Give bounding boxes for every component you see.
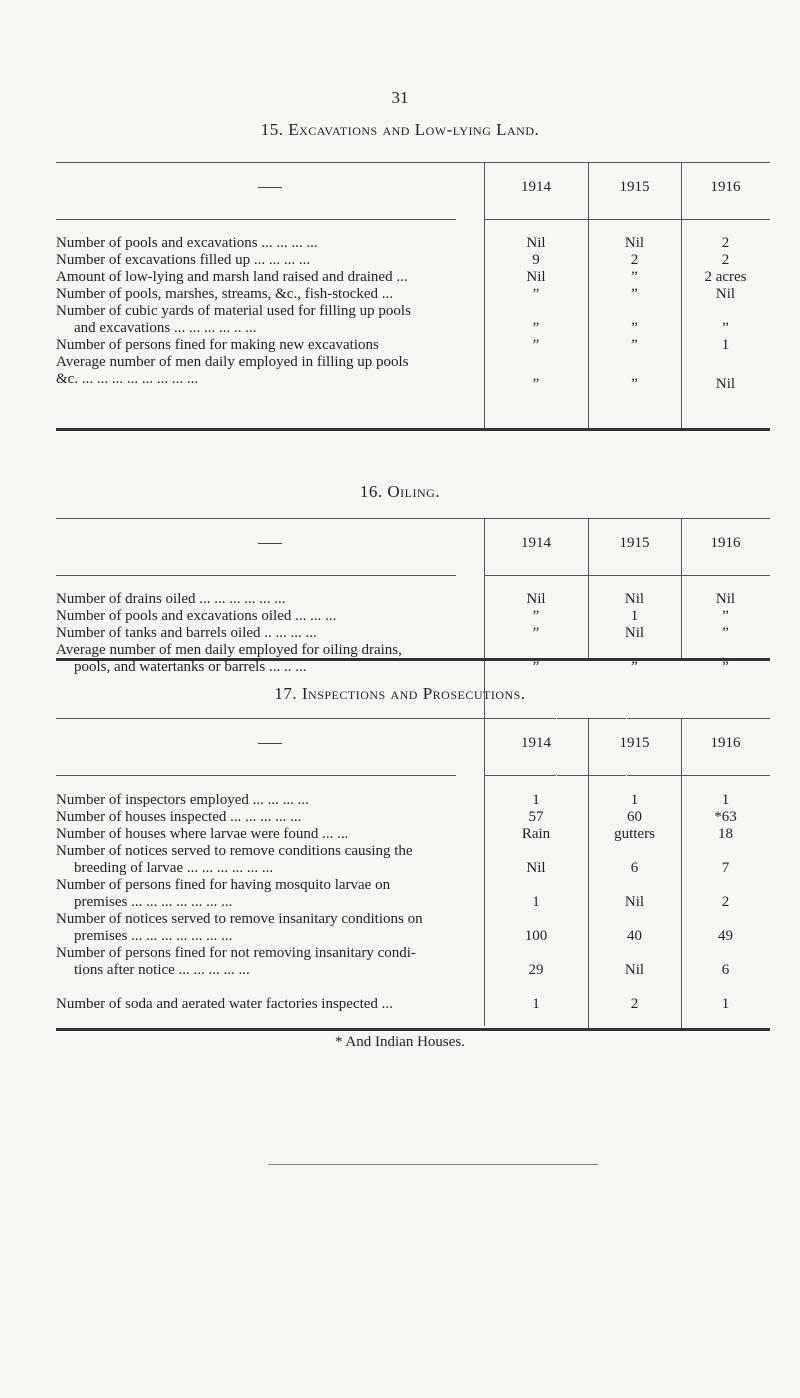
cell-1916: 2 acres [704,269,747,285]
cell-1915: ” [631,376,638,392]
row-label-continued: and excavations ... ... ... ... .. ... [74,320,257,336]
row-label: Number of drains oiled ... ... ... ... ... ... [56,591,286,607]
cell-1914: ” [532,320,540,336]
header-year: 1914 [521,535,551,551]
cell-1916: ” [722,608,729,624]
cell-1916: 7 [721,860,730,876]
row-label: Number of persons fined for making new excavations [56,337,379,353]
table-excavations [56,162,770,430]
header-year: 1915 [619,535,650,551]
row-label: Number of persons fined for not removing insanitary condi- [56,945,416,961]
cell-1915: ” [631,659,638,675]
cell-1915: gutters [614,826,655,842]
cell-1915: ” [631,269,638,285]
cell-1915: 1 [630,792,639,808]
cell-1915: ” [631,286,638,302]
table-bottom-rule [56,1028,770,1031]
header-rule [56,219,456,220]
cell-1915: Nil [624,235,645,251]
row-label: Number of soda and aerated water factories inspected ... [56,996,393,1012]
cell-1914: Nil [526,591,546,607]
row-label-continued: premises ... ... ... ... ... ... ... [74,894,233,910]
table-top-rule [56,162,770,163]
cell-1914: 29 [528,962,544,978]
cell-1914: ” [532,337,540,353]
cell-1914: 100 [524,928,548,944]
cell-1915: 2 [630,996,639,1012]
row-label: Number of notices served to remove insanitary conditions on [56,911,423,927]
header-year: 1916 [710,179,741,195]
row-label: Number of pools and excavations oiled ... ... ... [56,608,337,624]
cell-1915: 60 [627,809,642,825]
footnote: * And Indian Houses. [335,1034,465,1050]
cell-1915: 40 [627,928,642,944]
row-label-continued: breeding of larvae ... ... ... ... ... ... [74,860,274,876]
row-label: Number of persons fined for having mosquito larvae on [56,877,391,893]
cell-1916: *63 [714,809,737,825]
cell-1916: 1 [721,792,730,808]
decorative-rule [268,1164,598,1165]
row-label: Average number of men daily employed in filling up pools [56,354,409,370]
cell-1916: 1 [721,996,730,1012]
cell-1914: ” [532,608,540,624]
cell-1916: ” [722,625,729,641]
section-title-inspections: 17. Inspections and Prosecutions. [274,684,526,703]
header-year: 1915 [619,735,650,751]
cell-1914: ” [532,376,540,392]
table-bottom-rule [56,428,770,431]
header-year: 1915 [619,179,650,195]
cell-1914: ” [532,625,540,641]
cell-1915: Nil [624,625,645,641]
header-year: 1916 [710,735,741,751]
section-title-oiling: 16. Oiling. [359,482,441,501]
cell-1916: 18 [718,826,733,842]
cell-1916: Nil [715,591,736,607]
header-year: 1916 [710,535,741,551]
cell-1914: 1 [532,996,540,1012]
cell-1916: 1 [721,337,730,353]
row-label: Average number of men daily employed for oiling drains, [56,642,402,658]
cell-1915: ” [631,320,638,336]
cell-1915: ” [631,337,638,353]
cell-1914: Nil [526,269,546,285]
cell-1916: ” [722,659,729,675]
cell-1915: Nil [624,894,645,910]
cell-1915: 2 [630,252,639,268]
header-rule [484,219,770,220]
cell-1914: Rain [521,826,551,842]
row-label: Number of houses inspected ... ... ... ... ... [56,809,302,825]
row-label-continued: tions after notice ... ... ... ... ... [74,962,250,978]
row-label: Number of cubic yards of material used for filling up pools [56,303,411,319]
row-label: Number of pools, marshes, streams, &c., fish-stocked ... [56,286,394,302]
row-label: Number of tanks and barrels oiled .. ... ... ... [56,625,317,641]
cell-1916: ” [722,320,729,336]
row-label: Number of houses where larvae were found ... ... [56,826,349,842]
cell-1914: 57 [528,809,544,825]
cell-1914: ” [532,659,540,675]
cell-1914: Nil [526,860,546,876]
row-label: Number of notices served to remove conditions causing the [56,843,413,859]
row-label: Number of excavations filled up ... ... ... ... [56,252,311,268]
row-label-continued: pools, and watertanks or barrels ... .. ... [74,659,307,675]
page-number: 31 [391,88,409,107]
cell-1915: 1 [630,608,639,624]
row-label: Number of inspectors employed ... ... ... ... [56,792,309,808]
header-dash [56,179,484,196]
cell-1914: 1 [532,894,540,910]
cell-1915: Nil [624,962,645,978]
cell-1915: Nil [624,591,645,607]
cell-1916: Nil [715,286,736,302]
row-label: Number of pools and excavations ... ... ... ... [56,235,318,251]
header-year: 1914 [521,735,551,751]
row-label-continued: &c. ... ... ... ... ... ... ... ... [56,371,199,387]
table-bottom-rule [56,658,770,661]
cell-1915: 6 [630,860,639,876]
cell-1916: 2 [721,894,730,910]
header-year: 1914 [521,179,551,195]
section-title-excavations: 15. Excavations and Low-lying Land. [260,120,540,139]
row-label: Amount of low-lying and marsh land raised and drained ... [56,269,408,285]
cell-1916: 6 [721,962,730,978]
cell-1916: 2 [721,252,730,268]
cell-1916: Nil [715,376,736,392]
row-label-continued: premises ... ... ... ... ... ... ... [74,928,233,944]
cell-1916: 49 [718,928,733,944]
cell-1914: 1 [532,792,540,808]
cell-1914: Nil [526,235,546,251]
cell-1914: 9 [532,252,540,268]
cell-1916: 2 [721,235,730,251]
cell-1914: ” [532,286,540,302]
